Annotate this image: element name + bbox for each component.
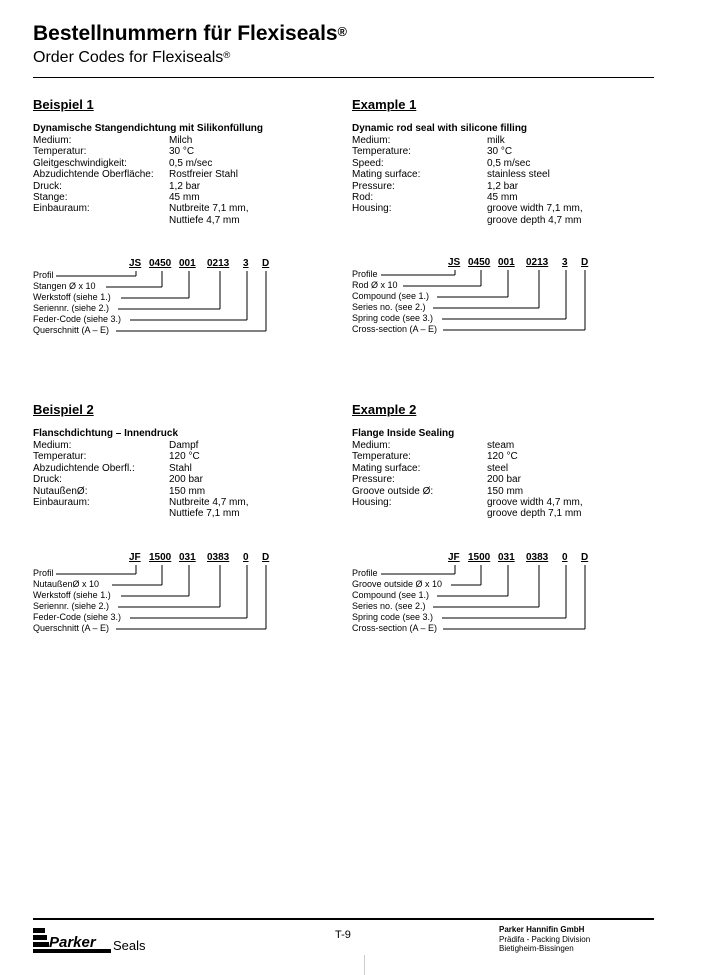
order-code-segment: 001 <box>179 258 196 269</box>
property-key: Housing: <box>352 203 392 215</box>
property-key: Druck: <box>33 180 62 192</box>
code-legend-label: Compound (see 1.) <box>352 291 430 301</box>
property-row <box>352 215 583 226</box>
section-example-2 <box>352 402 652 652</box>
property-value: 0,5 m/sec <box>487 157 531 169</box>
code-legend-label: Series no. (see 2.) <box>352 302 426 312</box>
order-code-segment: D <box>262 258 270 269</box>
property-key: Pressure: <box>352 474 395 486</box>
property-value: Nuttiefe 7,1 mm <box>169 508 240 520</box>
property-value: Milch <box>169 135 193 146</box>
property-key: Groove outside Ø: <box>352 485 434 497</box>
order-code-segment: 0383 <box>207 552 230 563</box>
order-code-segment: JF <box>129 552 141 563</box>
page-title <box>33 22 347 46</box>
property-row <box>33 169 248 180</box>
property-row <box>33 135 248 146</box>
property-row <box>33 474 248 485</box>
order-code-segment: JF <box>448 552 460 563</box>
code-legend-label: Cross-section (A – E) <box>352 623 438 633</box>
property-row <box>352 474 583 485</box>
order-code-segment: 3 <box>243 258 249 269</box>
order-code-segment: 0213 <box>526 257 549 268</box>
property-row <box>33 181 248 192</box>
subtitle-registered-mark: ® <box>223 50 231 61</box>
page-subtitle <box>33 49 230 67</box>
code-legend-label: Groove outside Ø x 10 <box>352 579 443 589</box>
property-value: 30 °C <box>487 146 513 158</box>
section-heading: Example 1 <box>352 97 417 112</box>
property-row <box>352 158 583 169</box>
property-value: 150 mm <box>169 485 206 497</box>
code-legend-label: Profil <box>33 568 54 578</box>
property-row <box>33 486 248 497</box>
property-value: 200 bar <box>169 474 203 486</box>
property-list <box>352 440 583 520</box>
property-value: Nutbreite 7,1 mm, <box>169 203 249 215</box>
property-row <box>33 158 248 169</box>
property-key: Gleitgeschwindigkeit: <box>33 157 127 169</box>
property-key: Mating surface: <box>352 169 421 181</box>
property-row <box>352 497 583 508</box>
property-key: Temperatur: <box>33 451 87 463</box>
section-subheading: Flanschdichtung – Innendruck <box>33 428 179 439</box>
property-row <box>33 497 248 508</box>
property-value: stainless steel <box>487 169 550 181</box>
property-row <box>352 451 583 462</box>
property-key: Einbauraum: <box>33 203 90 215</box>
property-value: 200 bar <box>487 474 521 486</box>
code-legend-label: Compound (see 1.) <box>352 590 430 600</box>
property-row <box>33 451 248 462</box>
property-value: 1,2 bar <box>169 180 201 192</box>
property-row <box>33 463 248 474</box>
code-connector-lines <box>33 552 303 642</box>
code-legend-label: Werkstoff (siehe 1.) <box>33 292 111 302</box>
property-row <box>352 135 583 146</box>
property-key <box>352 508 487 519</box>
order-code-segment: 001 <box>498 257 515 268</box>
property-row <box>352 486 583 497</box>
brand-suffix: Seals <box>113 938 146 953</box>
property-key: Pressure: <box>352 180 395 192</box>
property-value: Nutbreite 4,7 mm, <box>169 497 249 509</box>
section-heading: Example 2 <box>352 402 417 417</box>
property-value: groove width 7,1 mm, <box>487 203 583 215</box>
property-key: Stange: <box>33 192 68 204</box>
property-key: Abzudichtende Oberfl.: <box>33 462 135 474</box>
property-value: steam <box>487 440 515 451</box>
code-legend-label: Werkstoff (siehe 1.) <box>33 590 111 600</box>
property-list <box>33 440 248 520</box>
code-legend-label: Spring code (see 3.) <box>352 313 434 323</box>
property-list <box>352 135 583 226</box>
property-value: 45 mm <box>169 192 200 204</box>
property-row <box>352 508 583 519</box>
property-key: Temperature: <box>352 451 411 463</box>
property-row <box>352 146 583 157</box>
property-value: 45 mm <box>487 192 518 204</box>
code-legend-label: Profile <box>352 269 378 279</box>
title-text: Bestellnummern für Flexiseals <box>33 22 338 45</box>
code-legend-label: Profile <box>352 568 378 578</box>
property-key: Druck: <box>33 474 62 486</box>
header-divider <box>33 77 654 78</box>
property-key: Einbauraum: <box>33 497 90 509</box>
order-code-segment: JS <box>129 258 142 269</box>
code-connector-lines <box>352 257 622 347</box>
order-code-segment: D <box>581 552 589 563</box>
order-code-segment: 0450 <box>468 257 491 268</box>
section-beispiel-1 <box>33 97 333 347</box>
parker-logo-graphic <box>33 928 111 954</box>
company-block <box>499 925 590 954</box>
property-key: Temperature: <box>352 146 411 158</box>
code-connector-lines <box>33 258 303 348</box>
order-code-segment: 0 <box>243 552 249 563</box>
title-registered-mark: ® <box>337 25 347 39</box>
order-code-segment: D <box>581 257 589 268</box>
order-code-segment: 0383 <box>526 552 549 563</box>
order-code-segment: 031 <box>498 552 515 563</box>
footer-divider <box>33 918 654 920</box>
property-key: Medium: <box>33 135 72 146</box>
property-value: groove depth 7,1 mm <box>487 508 582 520</box>
property-value: groove depth 4,7 mm <box>487 214 582 226</box>
company-division: Prädifa - Packing Division <box>499 934 591 944</box>
property-row <box>33 508 248 519</box>
order-code-segment: 0 <box>562 552 568 563</box>
property-key: Housing: <box>352 497 392 509</box>
company-location: Bietigheim-Bissingen <box>499 944 574 953</box>
property-row <box>352 192 583 203</box>
property-key: Medium: <box>352 440 391 451</box>
order-code-segment: D <box>262 552 270 563</box>
code-legend-label: Feder-Code (siehe 3.) <box>33 612 122 622</box>
section-subheading: Dynamische Stangendichtung mit Silikonfüllung <box>33 123 264 134</box>
section-subheading: Flange Inside Sealing <box>352 428 455 439</box>
property-key: Medium: <box>352 135 391 146</box>
property-row <box>352 203 583 214</box>
order-code-segment: 0213 <box>207 258 230 269</box>
code-legend-label: Querschnitt (A – E) <box>33 623 110 633</box>
property-row <box>352 440 583 451</box>
property-value: 120 °C <box>487 451 518 463</box>
property-value: 30 °C <box>169 146 195 158</box>
property-key: NutaußenØ: <box>33 485 88 497</box>
property-value: milk <box>487 135 505 146</box>
code-legend-label: Feder-Code (siehe 3.) <box>33 314 122 324</box>
property-value: groove width 4,7 mm, <box>487 497 583 509</box>
property-key <box>33 508 169 519</box>
property-value: 0,5 m/sec <box>169 157 213 169</box>
code-legend-label: Profil <box>33 270 54 280</box>
property-row <box>33 192 248 203</box>
order-code-segment: 1500 <box>468 552 491 563</box>
order-code-segment: JS <box>448 257 461 268</box>
property-row <box>33 440 248 451</box>
property-list <box>33 135 248 226</box>
section-beispiel-2 <box>33 402 333 652</box>
property-key: Temperatur: <box>33 146 87 158</box>
section-heading: Beispiel 2 <box>33 402 94 417</box>
property-value: Dampf <box>169 440 199 451</box>
code-legend-label: NutaußenØ x 10 <box>33 579 100 589</box>
code-legend-label: Spring code (see 3.) <box>352 612 434 622</box>
order-code-segment: 0450 <box>149 258 172 269</box>
order-code-segment: 031 <box>179 552 196 563</box>
property-key <box>352 215 487 226</box>
logo-text: Parker <box>49 934 96 951</box>
property-value: Stahl <box>169 462 192 474</box>
section-subheading: Dynamic rod seal with silicone filling <box>352 123 528 134</box>
property-key <box>33 215 169 226</box>
property-value: Rostfreier Stahl <box>169 169 238 181</box>
code-legend-label: Rod Ø x 10 <box>352 280 398 290</box>
property-value: 1,2 bar <box>487 180 519 192</box>
code-connector-lines <box>352 552 622 642</box>
code-legend-label: Seriennr. (siehe 2.) <box>33 601 110 611</box>
property-value: 150 mm <box>487 485 524 497</box>
subtitle-text: Order Codes for Flexiseals <box>33 49 224 66</box>
property-key: Medium: <box>33 440 72 451</box>
code-legend-label: Stangen Ø x 10 <box>33 281 96 291</box>
order-code-segment: 1500 <box>149 552 172 563</box>
property-key: Abzudichtende Oberfläche: <box>33 169 154 181</box>
property-key: Rod: <box>352 192 374 204</box>
section-heading: Beispiel 1 <box>33 97 94 112</box>
property-row <box>33 203 248 214</box>
company-name: Parker Hannifin GmbH <box>499 925 585 934</box>
property-value: 120 °C <box>169 451 200 463</box>
code-legend-label: Seriennr. (siehe 2.) <box>33 303 110 313</box>
property-row <box>33 215 248 226</box>
property-row <box>352 181 583 192</box>
property-row <box>352 463 583 474</box>
code-legend-label: Querschnitt (A – E) <box>33 325 110 335</box>
property-row <box>33 146 248 157</box>
section-example-1 <box>352 97 652 347</box>
parker-logo <box>33 928 111 954</box>
property-row <box>352 169 583 180</box>
order-code-segment: 3 <box>562 257 568 268</box>
property-value: steel <box>487 462 509 474</box>
property-value: Nuttiefe 4,7 mm <box>169 214 240 226</box>
code-legend-label: Cross-section (A – E) <box>352 324 438 334</box>
code-legend-label: Series no. (see 2.) <box>352 601 426 611</box>
property-key: Speed: <box>352 157 384 169</box>
fold-mark <box>364 955 365 975</box>
page-number: T-9 <box>335 929 351 941</box>
property-key: Mating surface: <box>352 462 421 474</box>
